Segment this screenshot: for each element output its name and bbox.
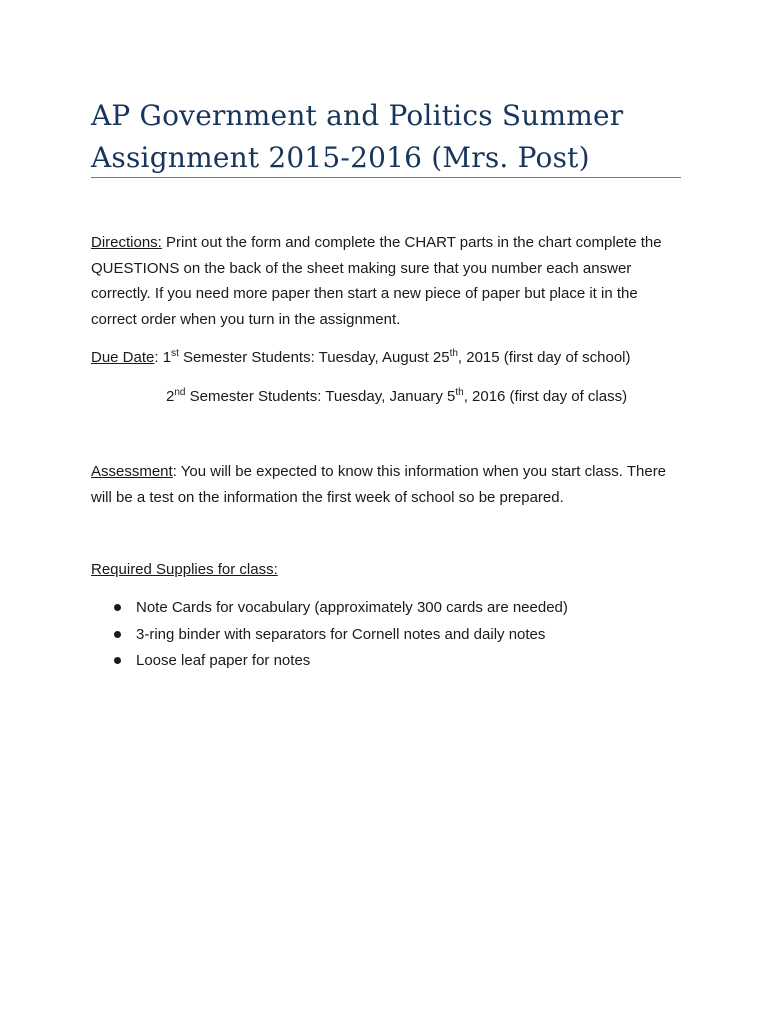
- supplies-list: [112, 595, 672, 675]
- due-date-label: Due Date: [91, 349, 155, 366]
- directions-label: Directions:: [91, 234, 162, 251]
- sem2-day-suffix: th: [455, 387, 464, 398]
- list-item: [112, 595, 672, 622]
- sem1-number: 1: [162, 349, 172, 366]
- list-item: [112, 622, 672, 649]
- sem2-text-a: Semester Students: Tuesday, January 5: [185, 388, 456, 405]
- directions-paragraph: [91, 230, 681, 332]
- title-divider: [91, 177, 681, 178]
- sem2-text-b: , 2016 (first day of class): [463, 388, 628, 405]
- due-date-line-1: [91, 345, 691, 371]
- sem1-day-suffix: th: [449, 348, 458, 359]
- list-item: [112, 648, 672, 675]
- bullet-icon: [114, 631, 121, 638]
- supply-item-text: 3-ring binder with separators for Cornell notes and daily notes: [136, 625, 546, 643]
- supplies-heading: Required Supplies for class:: [91, 561, 278, 578]
- supply-item-text: Loose leaf paper for notes: [136, 652, 311, 669]
- bullet-icon: [114, 657, 121, 664]
- supply-item-text: Note Cards for vocabulary (approximately 300 cards are needed): [136, 599, 568, 616]
- sem2-number: 2: [166, 388, 175, 405]
- title-line-1: AP Government and Politics Summer: [91, 99, 624, 132]
- due-date-colon: :: [154, 349, 163, 366]
- sem1-text-b: , 2015 (first day of school): [457, 349, 631, 366]
- page-title: [91, 95, 681, 179]
- assessment-text: : You will be expected to know this information when you start class. There will be a test on the information the first week of school so be prepared.: [91, 463, 667, 506]
- sem1-text-a: Semester Students: Tuesday, August 25: [178, 349, 450, 366]
- sem1-ordinal-suffix: st: [171, 348, 179, 359]
- sem2-ordinal-suffix: nd: [174, 387, 186, 398]
- assessment-paragraph: [91, 459, 691, 510]
- due-date-line-2: [166, 384, 706, 410]
- title-line-2: Assignment 2015-2016 (Mrs. Post): [91, 141, 590, 174]
- assessment-label: Assessment: [91, 463, 173, 480]
- bullet-icon: [114, 604, 121, 611]
- directions-text: Print out the form and complete the CHART parts in the chart complete the QUESTIONS on the back of the sheet making sure that you number each answer correctly. If you need more paper then start a new piece of paper but place it in the correct order when you turn in the assignment.: [91, 234, 662, 328]
